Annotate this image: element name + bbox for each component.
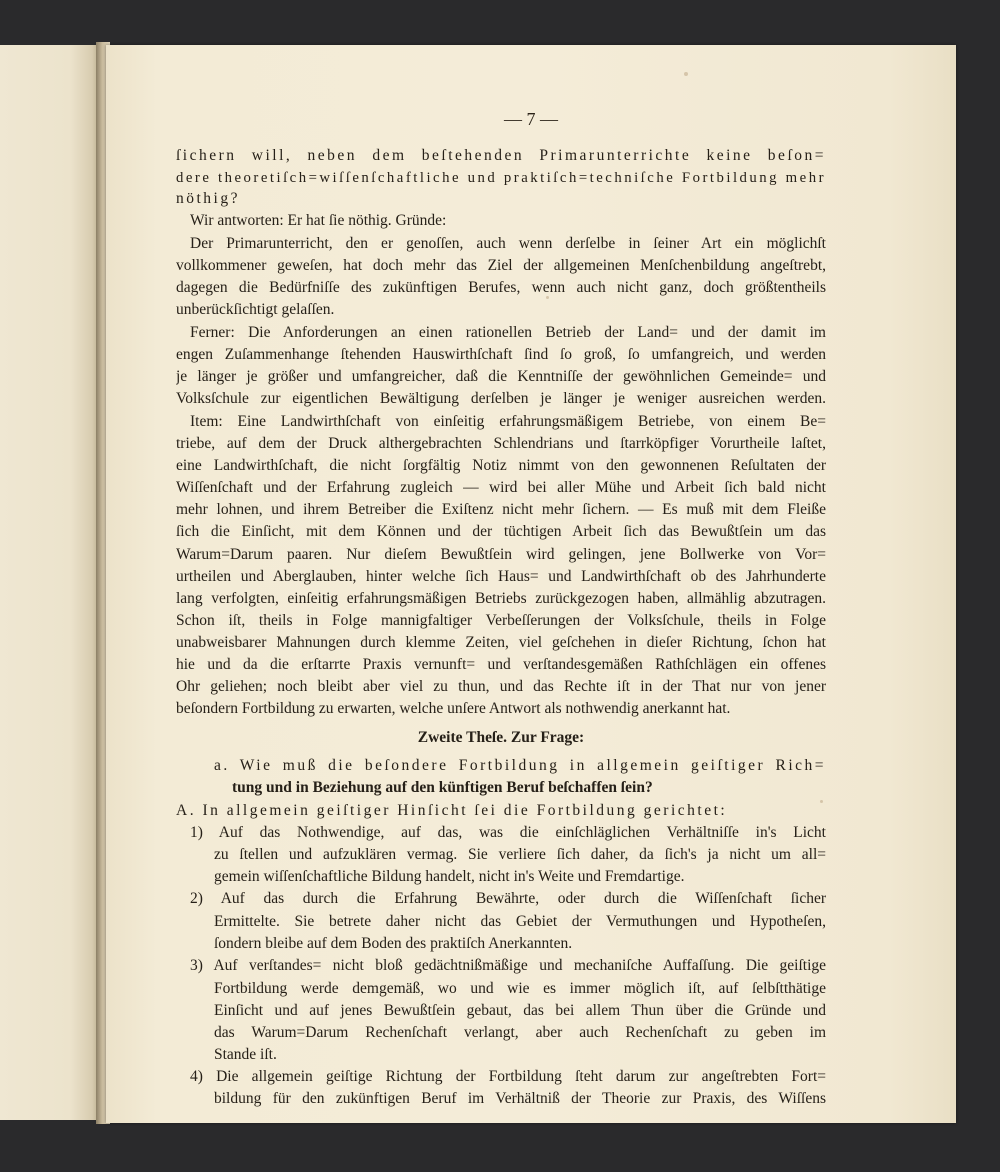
text-line: ſich die Einſicht, mit dem Können und der tüchtigen Arbeit ſich das Bewußtſein um das (176, 523, 826, 540)
text-line: lang verfolgten, einſeitig erfahrungsmäßigen Betriebs zurückgezogen haben, allmählig abzutragen. (176, 590, 826, 607)
text-line: engen Zuſammenhange ſtehenden Hauswirthſchaft ſind ſo groß, ſo umfangreich, und werden (176, 346, 826, 363)
text-line: 2) Auf das durch die Erfahrung Bewährte, oder durch die Wiſſenſchaft ſicher (190, 890, 826, 907)
text-line: 1) Auf das Nothwendige, auf das, was die einſchläglichen Verhältniſſe in's Licht (190, 824, 826, 841)
text-line: eine Landwirthſchaft, die nicht ſorgfältig Notiz nimmt von den gewonnenen Reſultaten der (176, 457, 826, 474)
text-line: vollkommener geweſen, hat doch mehr das Ziel der allgemeinen Menſchenbildung angeſtrebt, (176, 257, 826, 274)
text-line: urtheilen und Aberglauben, hinter welche ſich Haus= und Landwirthſchaft ob des Jahrhunderte (176, 568, 826, 585)
text-line: das Warum=Darum Rechenſchaft verlangt, aber auch Rechenſchaft zu geben im (214, 1024, 826, 1041)
text-line: je länger je größer und umfangreicher, daß die Kenntniſſe der gewöhnlichen Gemeinde= und (176, 368, 826, 385)
left-page-edge (0, 45, 100, 1120)
text-line: mehr lohnen, und ihrem Betreiber die Exiſtenz nicht mehr ſichern. — Es muß mit dem Fleiße (176, 501, 826, 518)
text-line: hie und da die erſtarrte Praxis vernunft= und verſtandesgemäßen Rathſchlägen ein offenes (176, 656, 826, 673)
text-line: dagegen die Bedürfniſſe des zukünftigen Berufes, wenn auch nicht ganz, doch größtentheils (176, 279, 826, 296)
text-line: Wir antworten: Er hat ſie nöthig. Gründe: (190, 212, 447, 229)
text-line: 3) Auf verſtandes= nicht bloß gedächtnißmäßige und mechaniſche Auffaſſung. Die geiſtige (190, 957, 826, 974)
text-line: Fortbildung werde demgemäß, wo und wie es immer möglich iſt, auf ſelbſtthätige (214, 980, 826, 997)
page-number: — 7 — (504, 109, 558, 129)
text-line: A. In allgemein geiſtiger Hinſicht ſei die Fortbildung gerichtet: (176, 802, 728, 819)
text-line: nöthig? (176, 190, 240, 207)
text-line: Item: Eine Landwirthſchaft von einſeitig erfahrungsmäßigem Betriebe, von einem Be= (190, 413, 826, 430)
text-line: a. Wie muß die beſondere Fortbildung in allgemein geiſtiger Rich= (214, 757, 826, 774)
text-line: triebe, auf dem der Druck althergebrachten Schlendrians und ſtarrköpfiger Vorurtheile laſtet, (176, 435, 826, 452)
text-line: Der Primarunterricht, den er genoſſen, auch wenn derſelbe in ſeiner Art ein möglichſt (190, 235, 826, 252)
text-line: Stande iſt. (214, 1046, 277, 1063)
text-line: gemein wiſſenſchaftliche Bildung handelt, nicht in's Weite und Fremdartige. (214, 868, 685, 885)
text-line: ſondern bleibe auf dem Boden des praktiſch Anerkannten. (214, 935, 573, 952)
text-line: dere theoretiſch=wiſſenſchaftliche und praktiſch=techniſche Fortbildung mehr (176, 170, 826, 186)
text-line: Einſicht und auf jenes Bewußtſein gebaut, das bei allem Thun über die Gründe und (214, 1002, 826, 1019)
text-line: beſondern Fortbildung zu erwarten, welche unſere Antwort als nothwendig anerkannt hat. (176, 700, 731, 717)
text-line: Wiſſenſchaft und der Erfahrung zugleich — wird bei aller Mühe und Arbeit ſich bald nicht (176, 479, 826, 496)
document-page (106, 45, 956, 1123)
text-line: Warum=Darum paaren. Nur dieſem Bewußtſein wird gelingen, jene Bollwerke von Vor= (176, 546, 826, 563)
section-heading: Zweite Theſe. Zur Frage: (417, 729, 585, 746)
text-line: unberückſichtigt gelaſſen. (176, 301, 335, 318)
text-line: Ferner: Die Anforderungen an einen rationellen Betrieb der Land= und der damit im (190, 324, 826, 341)
text-line: Ermittelte. Sie betrete daher nicht das Gebiet der Vermuthungen und Hypotheſen, (214, 913, 826, 930)
text-line: Volksſchule zur eigentlichen Bewältigung derſelben je länger je weniger ausreichen werden. (176, 390, 826, 407)
text-line: bildung für den zukünftigen Beruf im Verhältniß der Theorie zur Praxis, des Wiſſens (214, 1090, 826, 1107)
text-line: Schon iſt, theils in Folge mannigfaltiger Verbeſſerungen der Volksſchule, theils in Folge (176, 612, 826, 629)
paper-spot (684, 72, 688, 76)
text-line: Ohr geliehen; noch bleibt aber viel zu thun, und das Rechte iſt in der That nur von jener (176, 678, 826, 695)
text-line: unabweisbarer Mahnungen durch klemme Zeiten, viel geſchehen in dieſer Richtung, ſchon hat (176, 634, 826, 651)
text-line: 4) Die allgemein geiſtige Richtung der Fortbildung ſteht darum zur angeſtrebten Fort= (190, 1068, 826, 1085)
text-line: tung und in Beziehung auf den künftigen Beruf beſchaffen ſein? (232, 779, 653, 796)
text-line: ſichern will, neben dem beſtehenden Primarunterrichte keine beſon= (176, 147, 826, 164)
text-line: zu ſtellen und aufzuklären vermag. Sie verliere ſich daher, da ſich's ja nicht um all= (214, 846, 826, 863)
